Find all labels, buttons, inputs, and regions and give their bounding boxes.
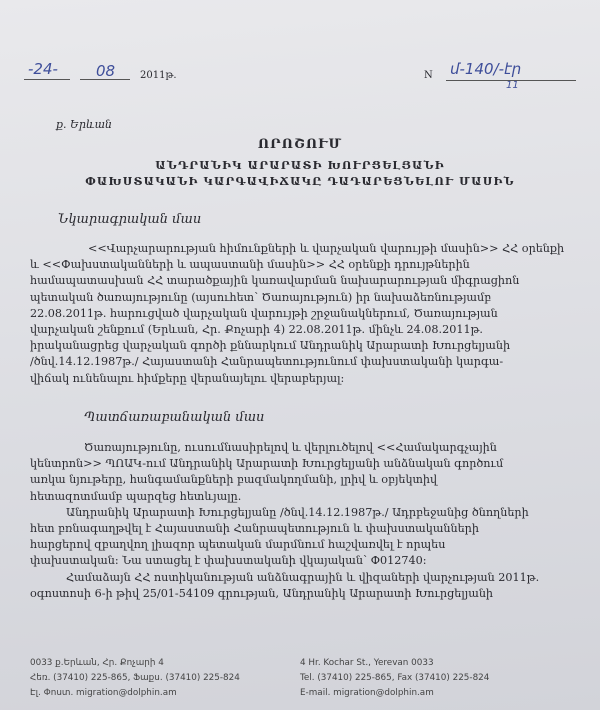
text-line: իրականացրեց վարչական գործի քննարկում Անդրանիկ Արարատի Խուրցելյանի: [30, 339, 511, 353]
footer-english: [300, 656, 489, 701]
footer-phone-en: Tel. (37410) 225-865, Fax (37410) 225-824: [300, 673, 490, 683]
date-day-underline: [24, 79, 70, 80]
text-line: պետական ծառայությունը (այսուհետ՝ Ծառայություն) իր նախաձեռնությամբ: [30, 290, 492, 304]
date-month-underline: [80, 79, 130, 80]
text-line: Համաձայն ՀՀ ոստիկանության անձնագրային և վիզաների վարչության 2011թ.: [66, 570, 540, 584]
footer-email: Էլ. Փոստ. migration@dolphin.am: [30, 688, 177, 698]
footer-armenian: [30, 656, 240, 701]
text-line: հարցերով զբաղվող լիազոր պետական մարմնում հաշվառվել է որպես: [30, 538, 446, 552]
text-line: /ծնվ.14.12.1987թ./ Հայաստանի Հանրապետությունում փախստականի կարգա-: [30, 355, 504, 369]
text-line: հետազոտմամբ պարզեց հետևյալը.: [30, 489, 242, 503]
document-title: ՈՐՈՇՈՒՄ: [257, 137, 343, 152]
text-line: կենտրոն>> ՊՈԱԿ-ում Անդրանիկ Արարատի Խուրցելյանի անձնական գործում: [30, 457, 504, 471]
city-label: ք. Երևան: [56, 118, 113, 131]
date-month: 08: [96, 62, 116, 80]
text-line: վարչական շենքում (Երևան, Հր. Քոչարի 4) 22.08.2011թ. մինչև 24.08.2011թ.: [30, 323, 483, 337]
descriptive-paragraph: [30, 241, 588, 387]
footer-address-en: 4 Hr. Kochar St., Yerevan 0033: [300, 658, 434, 668]
text-line: Ծառայությունը, ուսումնասիրելով և վերլուծելով <<Համակարգչային: [84, 441, 497, 454]
footer-address: 0033 ք.Երևան, Հր. Քոչարի 4: [30, 658, 164, 668]
text-line: Անդրանիկ Արարատի Խուրցելյանը /ծնվ.14.12.1987թ./ Ադրբեջանից ծնողների: [66, 505, 529, 519]
footer-email-en: E-mail. migration@dolphin.am: [300, 688, 434, 698]
number-label: N: [424, 70, 433, 81]
date-day: -24-: [28, 60, 58, 78]
section-heading-descriptive: Նկարագրական մաս: [58, 212, 202, 227]
text-line: փախստական: Նա ստացել է փախստականի վկայական՝ Փ012740:: [30, 554, 427, 568]
document-number: մ-140/-էր: [450, 60, 522, 78]
text-line: և <<Փախստականների և ապաստանի մասին>> ՀՀ օրենքի դրույթներին: [30, 258, 470, 272]
date-year: 2011թ.: [140, 70, 177, 81]
text-line: վիճակ ունենալու հիմքերը վերանայելու վերաբերյալ:: [30, 371, 345, 385]
document-number-sub: 11: [506, 80, 519, 91]
reasoning-paragraph: [30, 440, 588, 602]
subtitle-line-2: ՓԱԽՍՏԱԿԱՆԻ ԿԱՐԳԱՎԻՃԱԿԸ ԴԱԴԱՐԵՑՆԵԼՈՒ ՄԱՍԻՆ: [85, 175, 515, 188]
text-line: <<Վարչարարության հիմունքների և վարչական վարույթի մասին>> ՀՀ օրենքի: [88, 242, 565, 255]
section-heading-reasoning: Պատճառաբանական մաս: [84, 410, 265, 425]
footer-phone: Հեռ. (37410) 225-865, Ֆաքս. (37410) 225-824: [30, 673, 240, 683]
subtitle-line-1: ԱՆԴՐԱՆԻԿ ԱՐԱՐԱՏԻ ԽՈՒՐՑԵԼՅԱՆԻ: [155, 159, 445, 172]
text-line: համապատասխան ՀՀ տարածքային կառավարման նախարարության միգրացիոն: [30, 274, 520, 288]
text-line: 22.08.2011թ. հարուցված վարչական վարույթի շրջանակներում, Ծառայության: [30, 306, 498, 320]
text-line: հետ բռնագաղթվել է Հայաստանի Հանրապետություն և փախստականների: [30, 522, 479, 536]
text-line: առկա նյութերը, հանգամանքների բազմակողմանի, լրիվ և օբյեկտիվ: [30, 473, 438, 487]
text-line: օգոստոսի 6-ի թիվ 25/01-54109 գրության, Անդրանիկ Արարատի Խուրցելյանի: [30, 586, 494, 600]
